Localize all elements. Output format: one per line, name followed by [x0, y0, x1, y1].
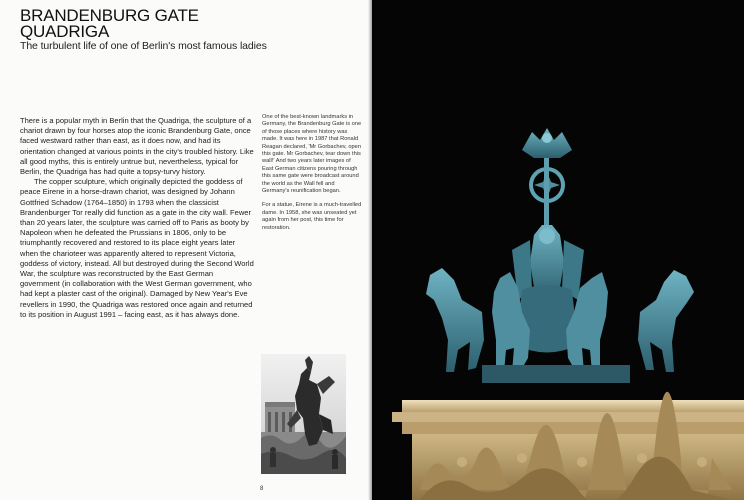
historic-photo-image	[261, 354, 346, 474]
title-line-1: BRANDENBURG GATE	[20, 6, 199, 25]
main-text-column	[20, 116, 254, 320]
sidebar-paragraph-1: One of the best-known landmarks in Germany, the Brandenburg Gate is one of those places where history was made. It was here in 1987 that Ronald Reagan declared, 'Mr Gorbachev, open this gate. Mr Gorbachev, tear down this wall!' And two years later images of East German citizens pouring through this same gate were broadcast around the world as the Wall fell and Germany's reunification began.	[262, 114, 362, 195]
book-gutter	[368, 0, 376, 500]
main-paragraph-1: There is a popular myth in Berlin that the Quadriga, the sculpture of a chariot drawn by four horses atop the iconic Brandenburg Gate, once faced westward rather than east, as it does now, and had its orientation changed at various points in the city's troubled history. Like all good myths, this is entirely untrue but, nevertheless, typical for Berlin, the Quadriga has had quite a topsy-turvy history.	[20, 116, 254, 177]
statue-plinth	[482, 365, 630, 383]
historic-photo	[261, 354, 346, 474]
right-page	[372, 0, 744, 500]
quadriga-night-photo	[372, 0, 744, 500]
page-subtitle: The turbulent life of one of Berlin's most famous ladies	[20, 40, 267, 52]
page-number: 8	[260, 486, 264, 492]
main-paragraph-2: The copper sculpture, which originally depicted the goddess of peace Eirene in a horse-drawn chariot, was designed by Johann Gottfried Schadow (1764–1850) in 1793 when the classicist Brandenburger Tor really did function as a gate in the city wall. Fewer than 20 years later, the sculpture was carried off to Paris as booty by Napoleon when he defeated the Prussians in 1806, only to be triumphantly recovered and restored to its place eight years later when the charioteer was apparently altered to represent Victoria, goddess of victory, instead. All but destroyed during the Second World War, the sculpture was reconstructed by the East German government (in collaboration with the West German government, who had kept a plaster cast of the original). Damaged by New Year's Eve revellers in 1990, the Quadriga was restored once again and returned to its position in August 1991 – facing east, as it has always done.	[20, 177, 254, 319]
page-title	[20, 8, 199, 40]
sidebar-paragraph-2: For a statue, Eirene is a much-travelled dame. In 1958, she was unseated yet again from her post, this time for restoration.	[262, 202, 362, 231]
sidebar-text-column	[262, 114, 362, 239]
standard-staff	[544, 158, 549, 228]
title-line-2: QUADRIGA	[20, 22, 110, 41]
